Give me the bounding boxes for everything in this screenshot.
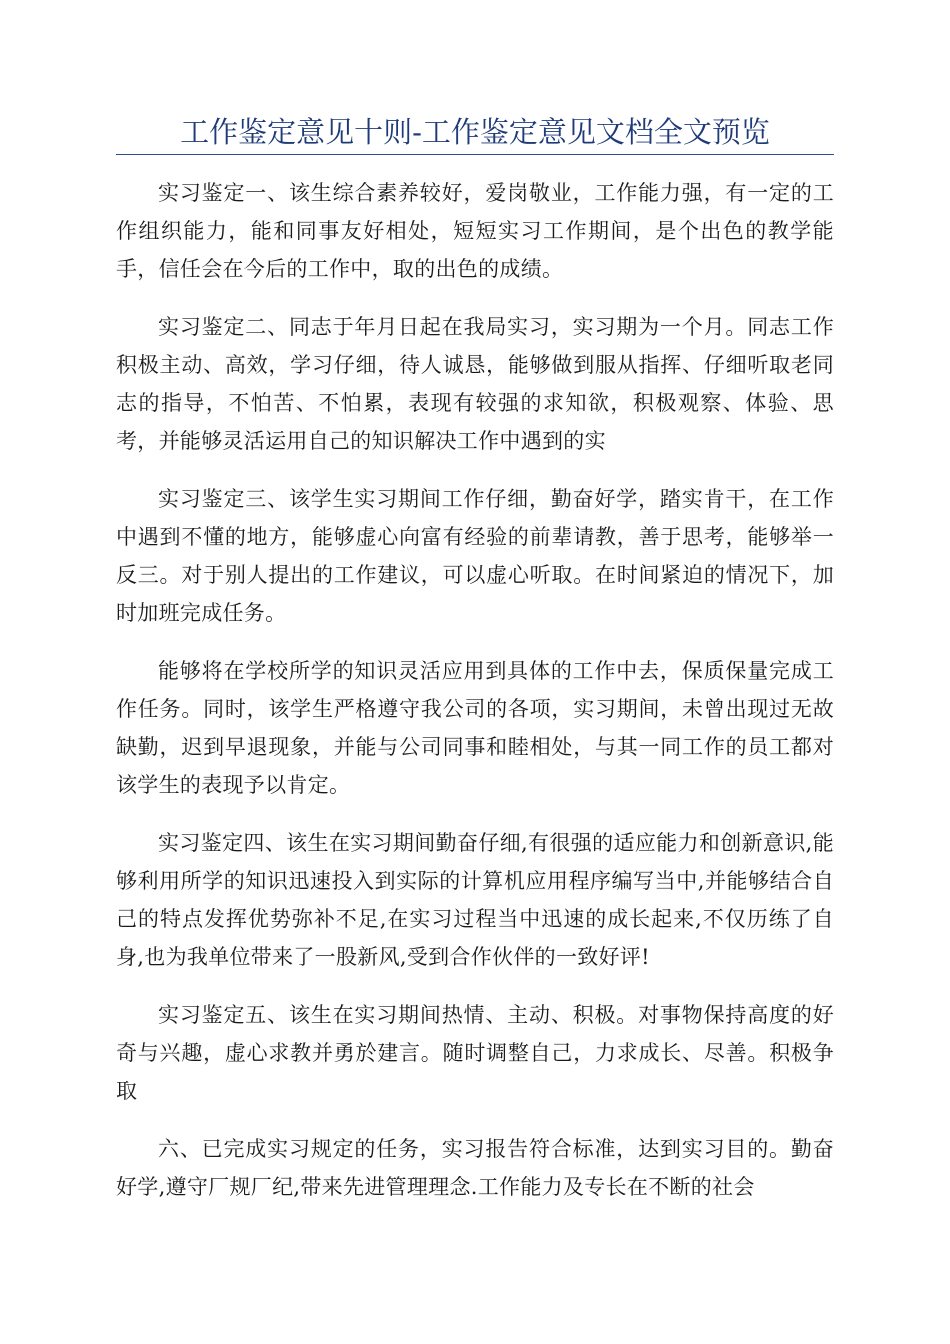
document-title: 工作鉴定意见十则-工作鉴定意见文档全文预览: [180, 115, 770, 149]
title-underline: [116, 154, 834, 155]
paragraph-7: 六、已完成实习规定的任务，实习报告符合标准，达到实习目的。勤奋好学,遵守厂规厂纪,带来先进管理理念.工作能力及专长在不断的社会: [116, 1137, 834, 1199]
paragraph-1: 实习鉴定一、该生综合素养较好，爱岗敬业，工作能力强，有一定的工作组织能力，能和同事友好相处，短短实习工作期间，是个出色的教学能手，信任会在今后的工作中，取的出色的成绩。: [116, 181, 834, 281]
document-body: [116, 174, 834, 1226]
paragraph-4: 能够将在学校所学的知识灵活应用到具体的工作中去，保质保量完成工作任务。同时，该学生严格遵守我公司的各项，实习期间，未曾出现过无故缺勤，迟到早退现象，并能与公司同事和睦相处，与其一同工作的员工都对该学生的表现予以肯定。: [116, 659, 834, 797]
paragraph-5: 实习鉴定四、该生在实习期间勤奋仔细,有很强的适应能力和创新意识,能够利用所学的知识迅速投入到实际的计算机应用程序编写当中,并能够结合自己的特点发挥优势弥补不足,在实习过程当中迅速的成长起来,不仅历练了自身,也为我单位带来了一股新风,受到合作伙伴的一致好评!: [116, 831, 834, 969]
paragraph-2: 实习鉴定二、同志于年月日起在我局实习，实习期为一个月。同志工作积极主动、高效，学习仔细，待人诚恳，能够做到服从指挥、仔细听取老同志的指导，不怕苦、不怕累，表现有较强的求知欲，积极观察、体验、思考，并能够灵活运用自己的知识解决工作中遇到的实: [116, 315, 834, 453]
paragraph-6: 实习鉴定五、该生在实习期间热情、主动、积极。对事物保持高度的好奇与兴趣，虚心求教并勇於建言。随时调整自己，力求成长、尽善。积极争取: [116, 1003, 834, 1103]
paragraph-3: 实习鉴定三、该学生实习期间工作仔细，勤奋好学，踏实肯干，在工作中遇到不懂的地方，能够虚心向富有经验的前辈请教，善于思考，能够举一反三。对于别人提出的工作建议，可以虚心听取。在时间紧迫的情况下，加时加班完成任务。: [116, 487, 834, 625]
